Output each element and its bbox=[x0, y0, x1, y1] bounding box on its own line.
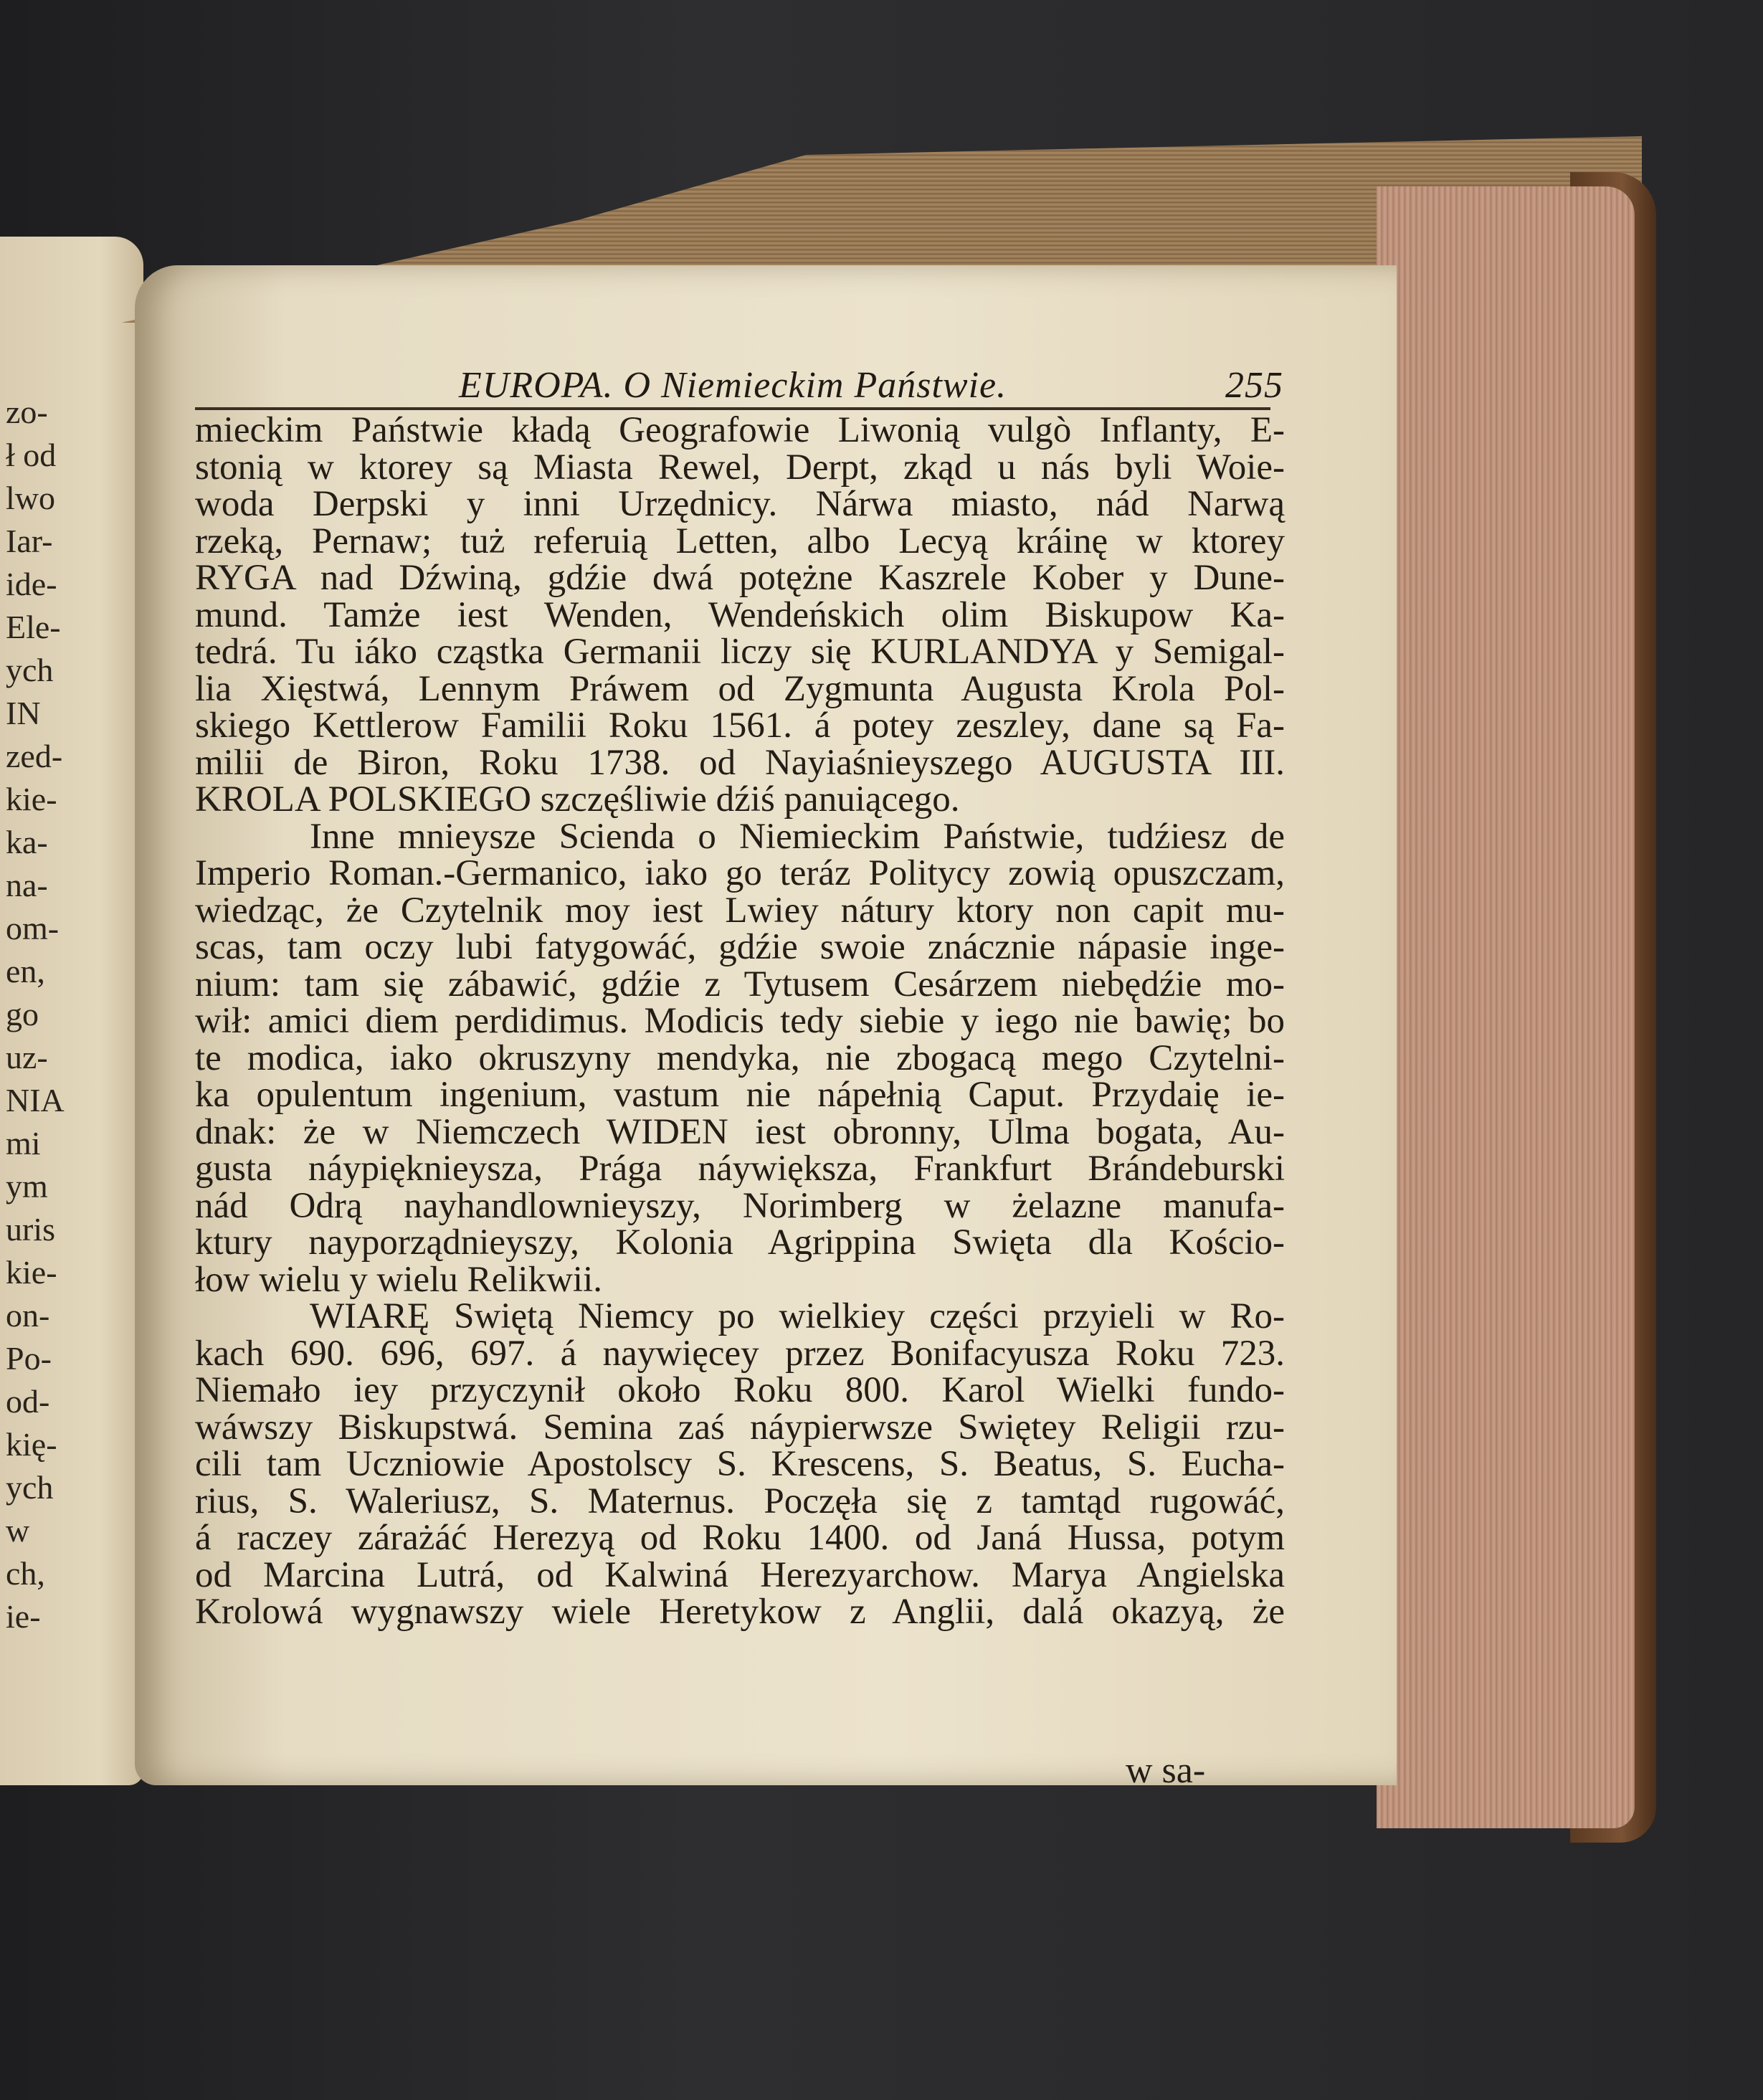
left-page-line-fragment: en, bbox=[6, 953, 45, 989]
left-page-line-fragment: go bbox=[6, 996, 39, 1032]
text-line: WIARĘ Swiętą Niemcy po wielkiey części przyieli w Ro- bbox=[310, 1296, 1285, 1336]
page-number: 255 bbox=[1225, 365, 1283, 406]
text-line: Krolowá wygnawszy wiele Heretykow z Anglii, dalá okazyą, że bbox=[195, 1592, 1285, 1632]
text-line: rius, S. Waleriusz, S. Maternus. Poczęła się z tamtąd rugowáć, bbox=[195, 1481, 1285, 1521]
text-line: wáwszy Biskupstwá. Semina zaś náypierwsze Swiętey Religii rzu- bbox=[195, 1407, 1285, 1448]
left-page-line-fragment: Po- bbox=[6, 1340, 52, 1377]
text-line: nád Odrą nayhandlownieyszy, Norimberg w żelazne manufa- bbox=[195, 1185, 1285, 1226]
left-page-line-fragment: ych bbox=[6, 1469, 54, 1506]
left-page-line-fragment: kię- bbox=[6, 1426, 57, 1463]
text-line: Imperio Roman.-Germanico, iako go teráz Politycy zowią opuszczam, bbox=[195, 853, 1285, 893]
text-line: nium: tam się zábawić, gdźie z Tytusem Cesárzem niebędźie mo- bbox=[195, 964, 1285, 1004]
text-line: RYGA nad Dźwiną, gdźie dwá potężne Kaszrele Kober y Dune- bbox=[195, 558, 1285, 598]
left-page-line-fragment: ym bbox=[6, 1168, 48, 1205]
text-line: kach 690. 696, 697. á naywięcey przez Bonifacyusza Roku 723. bbox=[195, 1333, 1285, 1374]
catchword: w sa- bbox=[1126, 1750, 1206, 1791]
text-line: rzeką, Pernaw; tuż referuią Letten, albo Lecyą kráinę w ktorey bbox=[195, 521, 1285, 561]
left-page-line-fragment: lwo bbox=[6, 480, 55, 516]
left-page-line-fragment: Iar- bbox=[6, 523, 53, 559]
left-page-line-fragment: ide- bbox=[6, 566, 57, 602]
left-page-line-fragment: ł od bbox=[6, 437, 57, 473]
left-page-line-fragment: om- bbox=[6, 910, 60, 946]
page-edges-right bbox=[1377, 186, 1635, 1828]
left-page-line-fragment: na- bbox=[6, 867, 48, 903]
left-page-line-fragment: ie- bbox=[6, 1598, 41, 1635]
text-line: od Marcina Lutrá, od Kalwiná Herezyarchow. Marya Angielska bbox=[195, 1554, 1285, 1595]
left-page-line-fragment: uz- bbox=[6, 1039, 48, 1075]
text-line: woda Derpski y inni Urzędnicy. Nárwa miasto, nád Narwą bbox=[195, 484, 1285, 524]
text-line: tedrá. Tu iáko cząstka Germanii liczy się KURLANDYA y Semigal- bbox=[195, 632, 1285, 672]
text-line: á raczey zárażáć Herezyą od Roku 1400. od Janá Hussa, potym bbox=[195, 1518, 1285, 1558]
text-line: wiedząc, że Czytelnik moy iest Lwiey nátury ktory non capit mu- bbox=[195, 890, 1285, 931]
left-page-line-fragment: ych bbox=[6, 652, 54, 688]
text-line: te modica, iako okruszyny mendyka, nie zbogacą mego Czytelni- bbox=[195, 1037, 1285, 1078]
left-page-line-fragment: mi bbox=[6, 1125, 41, 1161]
text-line: lia Xięstwá, Lennym Práwem od Zygmunta Augusta Krola Pol- bbox=[195, 668, 1285, 709]
left-page-fragment bbox=[0, 237, 143, 1785]
left-page-line-fragment: uris bbox=[6, 1211, 55, 1248]
text-line: stonią w ktorey są Miasta Rewel, Derpt, zkąd u nás byli Woie- bbox=[195, 447, 1285, 488]
left-page-line-fragment: kie- bbox=[6, 1254, 57, 1291]
text-line: Inne mnieysze Scienda o Niemieckim Państwie, tudźiesz de bbox=[310, 816, 1285, 857]
left-page-line-fragment: od- bbox=[6, 1383, 50, 1420]
text-line: mieckim Państwie kładą Geografowie Liwonią vulgò Inflanty, E- bbox=[195, 410, 1285, 450]
text-line: ka opulentum ingenium, vastum nie nápełnią Caput. Przydaię ie- bbox=[195, 1075, 1285, 1115]
text-line: milii de Biron, Roku 1738. od Nayiaśnieyszego AUGUSTA III. bbox=[195, 742, 1285, 783]
body-text bbox=[195, 412, 1285, 1631]
text-line: Niemało iey przyczynił około Roku 800. Karol Wielki fundo- bbox=[195, 1370, 1285, 1410]
text-line: gusta náypięknieysza, Prága náywiększa, Frankfurt Brándeburski bbox=[195, 1149, 1285, 1189]
left-page-line-fragment: ch, bbox=[6, 1555, 45, 1592]
left-page-line-fragment: w bbox=[6, 1512, 30, 1549]
running-head-title: EUROPA. O Niemieckim Państwie. bbox=[459, 365, 1007, 406]
text-line: łow wielu y wielu Relikwii. bbox=[195, 1259, 603, 1300]
left-page-line-fragment: NIA bbox=[6, 1082, 65, 1118]
left-page-line-fragment: zed- bbox=[6, 738, 63, 774]
text-line: skiego Kettlerow Familii Roku 1561. á potey zeszley, dane są Fa- bbox=[195, 705, 1285, 746]
left-page-line-fragment: zo- bbox=[6, 394, 48, 430]
left-page-line-fragment: on- bbox=[6, 1297, 50, 1334]
left-page-line-fragment: IN bbox=[6, 695, 41, 731]
text-line: mund. Tamże iest Wenden, Wendeńskich olim Biskupow Ka- bbox=[195, 594, 1285, 635]
left-page-line-fragment: ka- bbox=[6, 824, 48, 860]
text-line: cili tam Uczniowie Apostolscy S. Krescens, S. Beatus, S. Eucha- bbox=[195, 1444, 1285, 1484]
text-line: scas, tam oczy lubi fatygowáć, gdźie swoie znácznie nápasie inge- bbox=[195, 927, 1285, 967]
left-page-line-fragment: Ele- bbox=[6, 609, 61, 645]
text-line: KROLA POLSKIEGO szczęśliwie dźiś panuiącego. bbox=[195, 779, 960, 819]
text-line: wił: amici diem perdidimus. Modicis tedy siebie y iego nie bawię; bo bbox=[195, 1001, 1285, 1041]
text-line: ktury nayporządnieyszy, Kolonia Agrippina Swięta dla Kościo- bbox=[195, 1222, 1285, 1263]
left-page-line-fragment: kie- bbox=[6, 781, 57, 817]
text-line: dnak: że w Niemczech WIDEN iest obronny, Ulma bogata, Au- bbox=[195, 1111, 1285, 1152]
